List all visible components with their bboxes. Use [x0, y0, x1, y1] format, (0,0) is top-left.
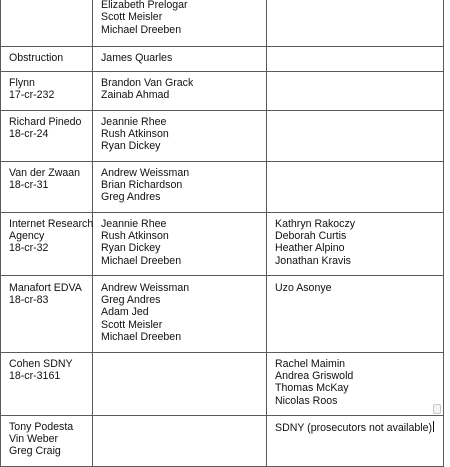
case-line: 18-cr-3161: [9, 370, 61, 383]
case-line: Tony Podesta: [9, 421, 74, 433]
case-line: Manafort EDVA: [9, 282, 82, 294]
other-name: Kathryn Rakoczy: [275, 218, 356, 230]
prosecutor-name: Rush Atkinson: [101, 128, 169, 141]
table-row: [1, 111, 444, 162]
prosecutor-name: Michael Dreeben: [101, 254, 182, 267]
prosecutors-cell[interactable]: [93, 162, 267, 213]
other-cell[interactable]: [267, 72, 444, 111]
case-line: 17-cr-232: [9, 89, 55, 102]
other-cell[interactable]: [267, 276, 444, 353]
prosecutor-name: Adam Jed: [101, 306, 149, 319]
prosecutor-name: Scott Meisler: [101, 318, 163, 331]
prosecutor-name: Andrew Weissman: [101, 167, 190, 179]
cell-resize-handle[interactable]: [433, 404, 441, 414]
prosecutor-name: James Quarles: [101, 52, 173, 64]
case-line: 18-cr-24: [9, 128, 49, 141]
prosecutor-name: Greg Andres: [101, 294, 161, 307]
other-name: Andrea Griswold: [275, 370, 354, 383]
case-cell[interactable]: [1, 213, 93, 276]
other-name: Rachel Maimin: [275, 358, 346, 370]
prosecutor-name: Zainab Ahmad: [101, 89, 170, 102]
other-cell[interactable]: [267, 47, 444, 72]
case-cell[interactable]: [1, 276, 93, 353]
table-row: [1, 0, 444, 47]
table-row: [1, 416, 444, 467]
other-cell[interactable]: [267, 111, 444, 162]
case-line: Flynn: [9, 77, 35, 89]
prosecutors-cell[interactable]: [93, 353, 267, 416]
prosecutors-cell[interactable]: [93, 0, 267, 47]
prosecutor-name: Ryan Dickey: [101, 242, 161, 255]
other-cell[interactable]: [267, 213, 444, 276]
case-cell[interactable]: [1, 111, 93, 162]
other-name: SDNY (prosecutors not available): [275, 422, 433, 434]
other-cell[interactable]: [267, 162, 444, 213]
other-name: Thomas McKay: [275, 382, 349, 395]
prosecutor-name: Rush Atkinson: [101, 230, 169, 243]
prosecutor-name: Andrew Weissman: [101, 282, 190, 294]
other-name-line: [275, 421, 439, 434]
case-line: Internet Research: [9, 218, 94, 230]
other-name: Heather Alpino: [275, 242, 345, 255]
case-cell[interactable]: [1, 353, 93, 416]
text-cursor: [433, 421, 434, 432]
prosecutors-cell[interactable]: [93, 213, 267, 276]
case-line: Richard Pinedo: [9, 116, 82, 128]
case-line: Van der Zwaan: [9, 167, 81, 179]
prosecutor-name: Jeannie Rhee: [101, 218, 167, 230]
case-line: Cohen SDNY: [9, 358, 73, 370]
case-cell[interactable]: [1, 162, 93, 213]
table-row: [1, 353, 444, 416]
table-row: [1, 47, 444, 72]
other-name: Uzo Asonye: [275, 282, 332, 294]
case-line: 18-cr-32: [9, 242, 49, 255]
case-line: 18-cr-31: [9, 179, 49, 192]
case-line: 18-cr-83: [9, 294, 49, 307]
prosecutor-name: Michael Dreeben: [101, 330, 182, 343]
prosecutor-name: Elizabeth Prelogar: [101, 0, 188, 12]
case-line: Agency: [9, 230, 45, 243]
other-cell[interactable]: [267, 0, 444, 47]
prosecutors-cell[interactable]: [93, 72, 267, 111]
prosecutor-name: Jeannie Rhee: [101, 116, 167, 128]
prosecutor-name: Greg Andres: [101, 191, 161, 204]
table-row: [1, 213, 444, 276]
prosecutors-cell[interactable]: [93, 111, 267, 162]
table-row: [1, 72, 444, 111]
case-cell[interactable]: [1, 47, 93, 72]
case-line: Obstruction: [9, 52, 64, 64]
case-cell[interactable]: [1, 72, 93, 111]
prosecutors-cell[interactable]: [93, 47, 267, 72]
prosecutor-name: Brian Richardson: [101, 179, 183, 192]
prosecutor-name: Scott Meisler: [101, 11, 163, 24]
other-name: Jonathan Kravis: [275, 254, 351, 267]
case-line: Greg Craig: [9, 445, 61, 458]
prosecutor-name: Brandon Van Grack: [101, 77, 194, 89]
case-line: Vin Weber: [9, 433, 59, 446]
case-cell[interactable]: [1, 416, 93, 467]
prosecutor-name: Michael Dreeben: [101, 23, 182, 36]
other-cell[interactable]: [267, 353, 444, 416]
other-cell[interactable]: [267, 416, 444, 467]
prosecutors-cell[interactable]: [93, 276, 267, 353]
prosecutor-name: Ryan Dickey: [101, 140, 161, 153]
prosecutors-cell[interactable]: [93, 416, 267, 467]
case-cell[interactable]: [1, 0, 93, 47]
other-name: Deborah Curtis: [275, 230, 347, 243]
table-row: [1, 162, 444, 213]
table-row: [1, 276, 444, 353]
other-name: Nicolas Roos: [275, 394, 338, 407]
